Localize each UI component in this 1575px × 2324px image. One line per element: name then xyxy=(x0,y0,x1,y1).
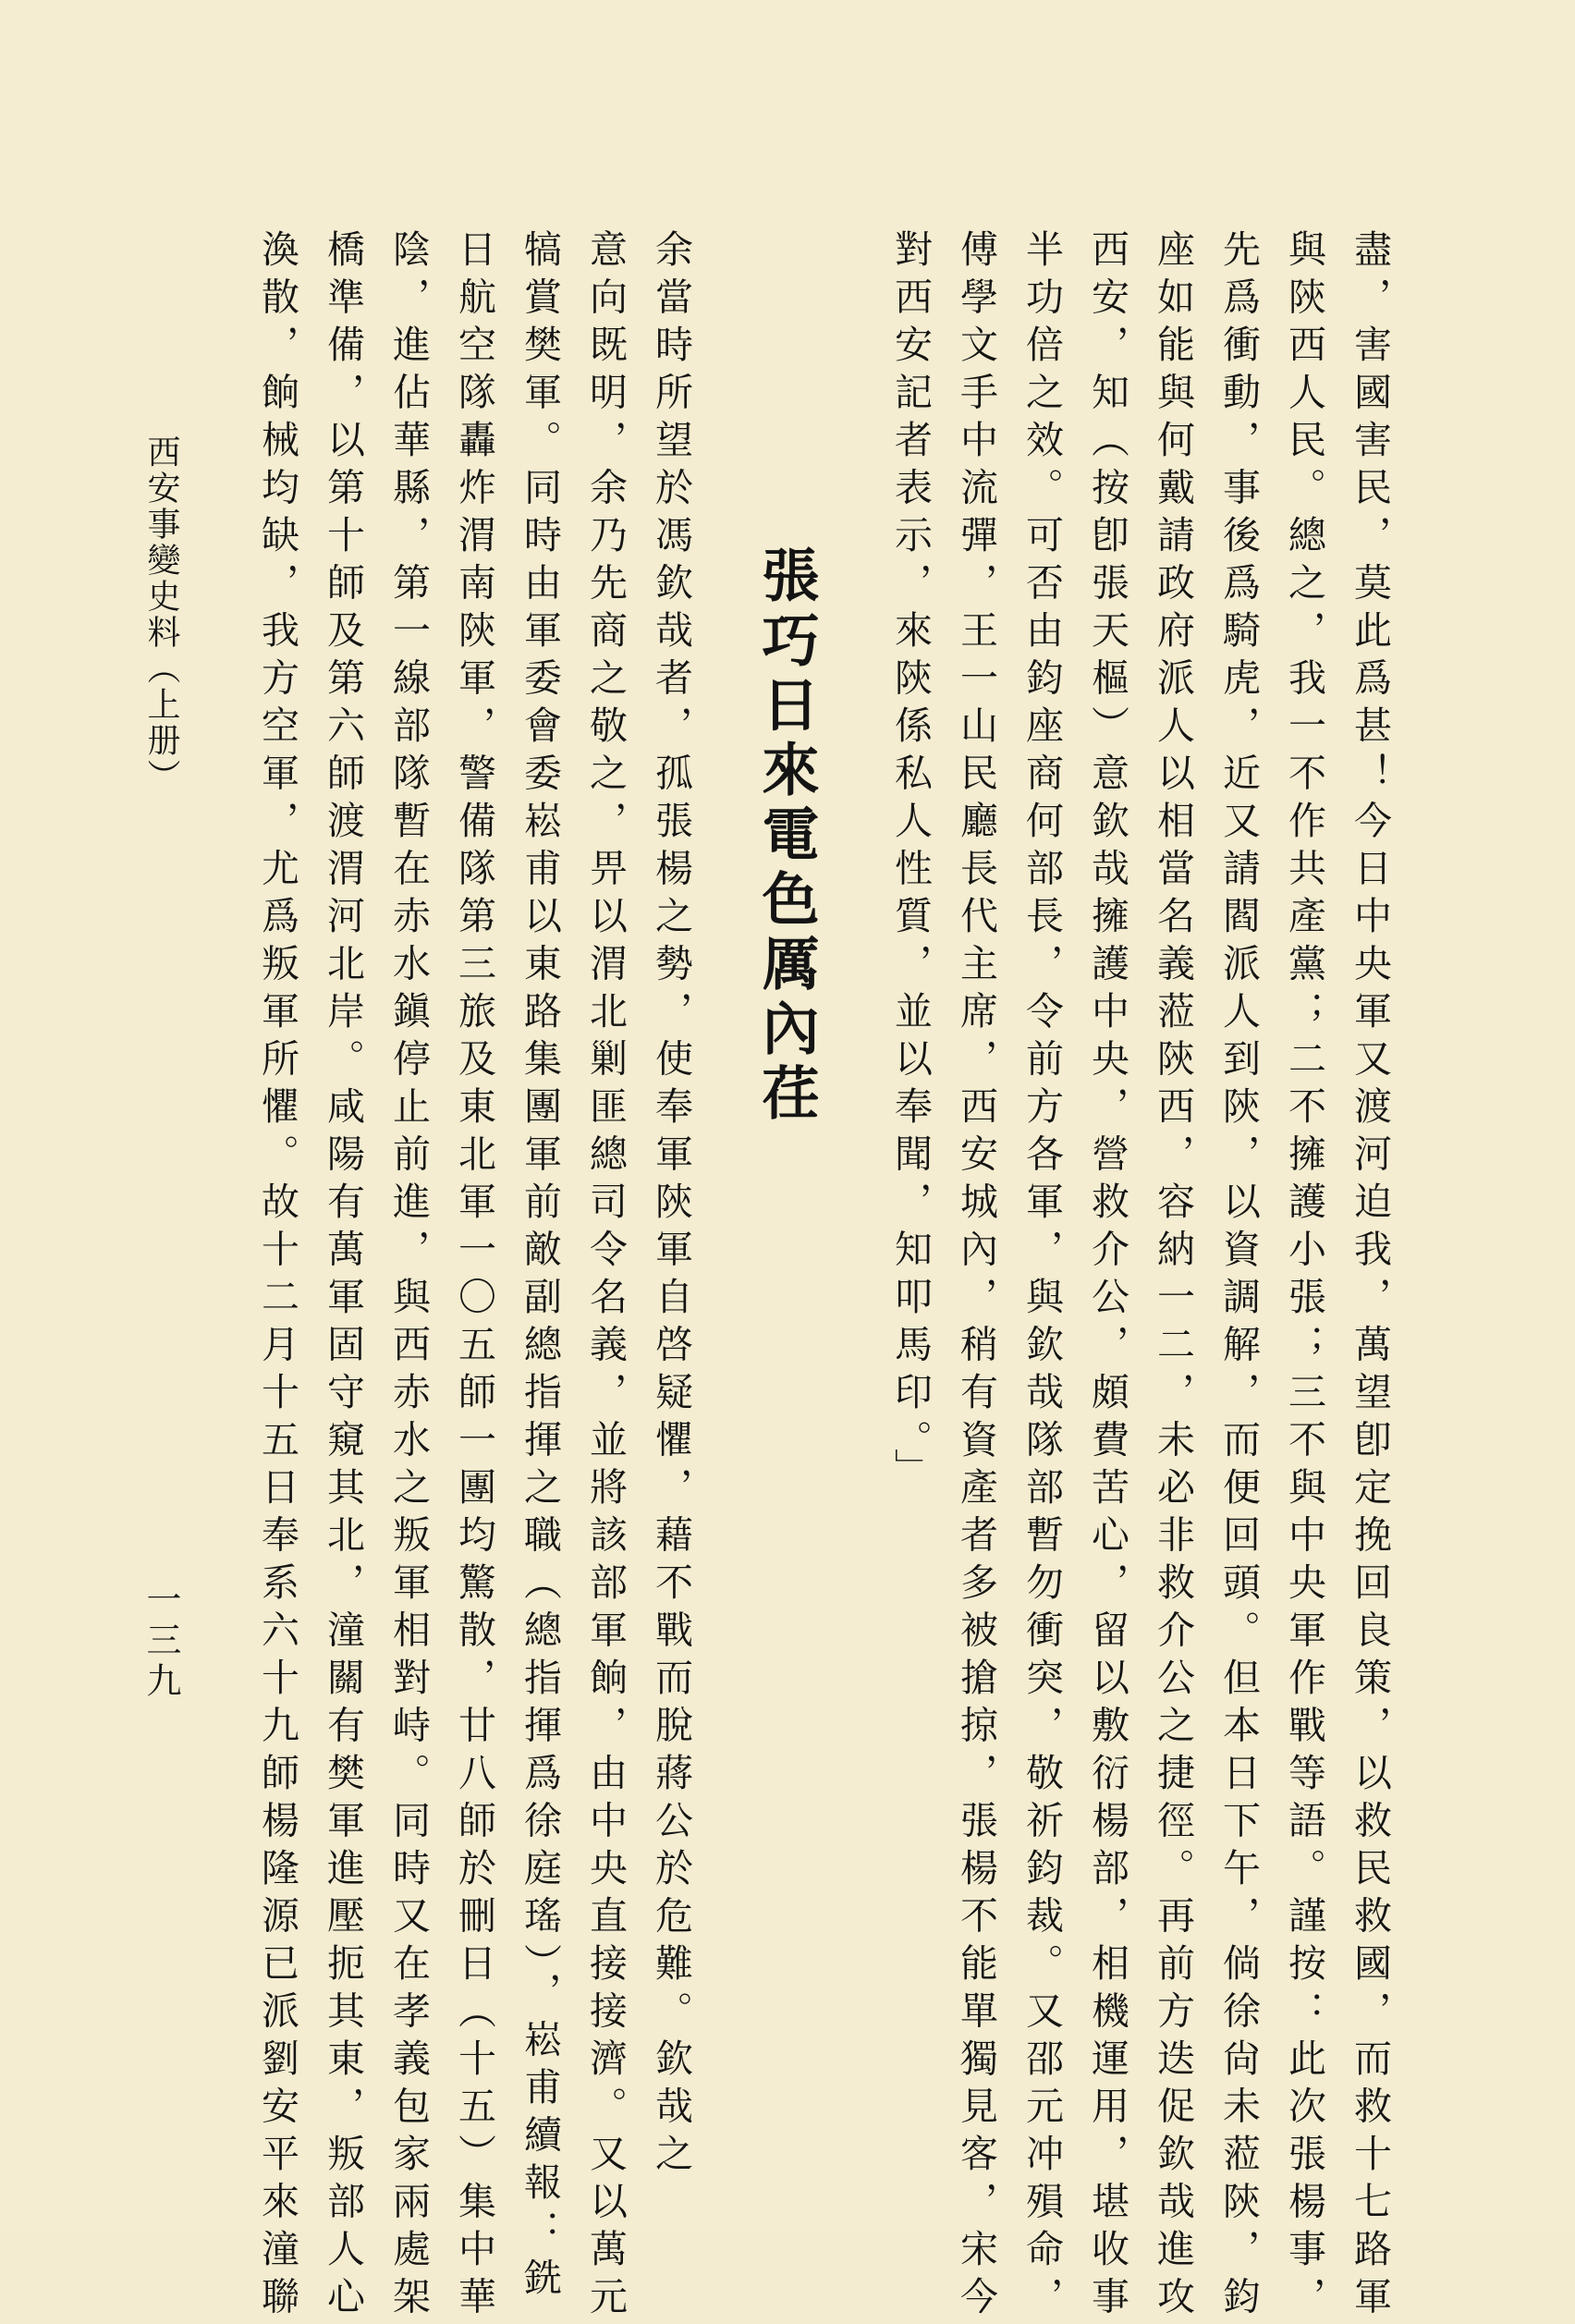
text-column-3: 先爲衝動，事後爲騎虎，近又請閻派人到陝，以資調解，而便回頭。但本日下午，倘徐尙未蒞陝，鈞 xyxy=(1216,229,1261,2324)
text-column-7: 傅學文手中流彈，王一山民廳長代主席，西安城內，稍有資產者多被搶掠，張楊不能單獨見客，宋今 xyxy=(954,229,998,2324)
text-column-14: 橋準備，以第十師及第六師渡渭河北岸。咸陽有萬軍固守窺其北，潼關有樊軍進壓扼其東，叛部人心 xyxy=(321,229,365,2324)
text-column-15: 渙散，餉械均缺，我方空軍，尤爲叛軍所懼。故十二月十五日奉系六十九師楊隆源已派劉安平來潼聯 xyxy=(255,229,299,2324)
text-column-11: 犒賞樊軍。同時由軍委會委崧甫以東路集團軍前敵副總指揮之職（總指揮爲徐庭瑤），崧甫續報：銑 xyxy=(518,229,562,2306)
text-column-10: 意向既明，余乃先商之敬之，畀以渭北剿匪總司令名義，並將該部軍餉，由中央直接接濟。又以萬元 xyxy=(583,229,628,2324)
text-column-2: 與陝西人民。總之，我一不作共產黨；二不擁護小張；三不與中央軍作戰等語。謹按：此次張楊事， xyxy=(1282,229,1326,2324)
text-column-13: 陰，進佔華縣，第一線部隊暫在赤水鎭停止前進，與西赤水之叛軍相對峙。同時又在孝義包家兩處架 xyxy=(386,229,431,2324)
text-column-5: 西安，知（按卽張天樞）意欽哉擁護中央，營救介公，頗費苦心，留以敷衍楊部，相機運用，堪收事 xyxy=(1085,229,1129,2324)
section-title: 張巧日來電色厲內荏 xyxy=(752,545,820,1128)
page-number: 一三九 xyxy=(140,1581,181,1703)
text-column-12: 日航空隊轟炸渭南陝軍，警備隊第三旅及東北軍一〇五師一團均驚散，廿八師於刪日（十五）集中華 xyxy=(452,229,496,2324)
text-column-8: 對西安記者表示，來陝係私人性質，並以奉聞，知叩馬印。」 xyxy=(888,229,933,1496)
running-footer-title: 西安事變史料（上册） xyxy=(142,434,180,795)
text-column-9: 余當時所望於馮欽哉者，孤張楊之勢，使奉軍陝軍自啓疑懼，藉不戰而脫蔣公於危難。欽哉之 xyxy=(649,229,693,2182)
text-column-1: 盡，害國害民，莫此爲甚！今日中央軍又渡河迫我，萬望卽定挽回良策，以救民救國，而救十七路軍 xyxy=(1348,229,1392,2324)
text-column-6: 半功倍之效。可否由鈞座商何部長，令前方各軍，與欽哉隊部暫勿衝突，敬祈鈞裁。又邵元冲殞命， xyxy=(1019,229,1064,2324)
text-column-4: 座如能與何戴請政府派人以相當名義蒞陝西，容納一二，未必非救介公之捷徑。再前方迭促欽哉進攻 xyxy=(1151,229,1195,2324)
